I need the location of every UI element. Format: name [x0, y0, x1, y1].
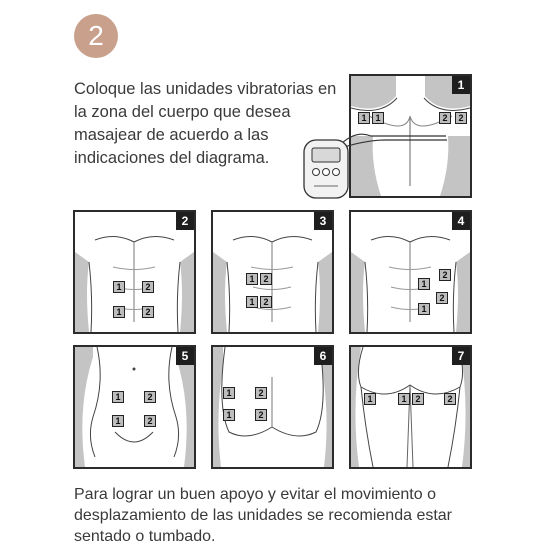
panel-number: 3 — [314, 212, 332, 230]
electrode-pad: 1 — [113, 281, 125, 293]
buttocks-illustration — [213, 347, 332, 467]
diagram-panel-3 — [211, 210, 334, 334]
back-thighs-illustration — [351, 347, 470, 467]
footer-note: Para lograr un buen apoyo y evitar el movimiento o desplazamiento de las unidades se recomienda estar sentado o tumbado. — [74, 486, 453, 545]
electrode-pad: 1 — [398, 393, 410, 405]
diagram-panel-5 — [73, 345, 196, 469]
instruction-text: Coloque las unidades vibratorias en la zona del cuerpo que desea masajear de acuerdo a las indicaciones del diagrama. — [74, 80, 337, 167]
electrode-pad: 1 — [246, 296, 258, 308]
abdomen-side-illustration — [351, 212, 470, 332]
diagram-panel-4 — [349, 210, 472, 334]
electrode-pad: 2 — [436, 292, 448, 304]
controller-device-illustration — [296, 110, 456, 205]
electrode-pad: 2 — [142, 306, 154, 318]
electrode-pad: 2 — [255, 387, 267, 399]
electrode-pad: 1 — [223, 409, 235, 421]
electrode-pad: 2 — [455, 112, 467, 124]
electrode-pad: 1 — [372, 112, 384, 124]
panel-number: 4 — [452, 212, 470, 230]
abdomen-illustration — [213, 212, 332, 332]
electrode-pad: 1 — [113, 306, 125, 318]
electrode-pad: 1 — [358, 112, 370, 124]
electrode-pad: 1 — [246, 273, 258, 285]
diagram-panel-6 — [211, 345, 334, 469]
electrode-pad: 1 — [223, 387, 235, 399]
panel-number: 5 — [176, 347, 194, 365]
electrode-pad: 2 — [260, 296, 272, 308]
electrode-pad: 2 — [144, 415, 156, 427]
electrode-pad: 2 — [142, 281, 154, 293]
electrode-pad: 2 — [144, 391, 156, 403]
step-number-badge: 2 — [74, 14, 118, 58]
electrode-pad: 1 — [364, 393, 376, 405]
electrode-pad: 2 — [260, 273, 272, 285]
panel-number: 2 — [176, 212, 194, 230]
abdomen-illustration — [75, 212, 194, 332]
electrode-pad: 2 — [444, 393, 456, 405]
lower-abdomen-illustration — [75, 347, 194, 467]
panel-number: 7 — [452, 347, 470, 365]
electrode-pad: 1 — [112, 415, 124, 427]
electrode-pad: 2 — [439, 112, 451, 124]
electrode-pad: 2 — [412, 393, 424, 405]
panel-number: 1 — [452, 76, 470, 94]
panel-number: 6 — [314, 347, 332, 365]
electrode-pad: 1 — [418, 278, 430, 290]
diagram-panel-2 — [73, 210, 196, 334]
electrode-pad: 2 — [255, 409, 267, 421]
diagram-panel-7 — [349, 345, 472, 469]
electrode-pad: 1 — [112, 391, 124, 403]
electrode-pad: 2 — [439, 269, 451, 281]
electrode-pad: 1 — [418, 303, 430, 315]
